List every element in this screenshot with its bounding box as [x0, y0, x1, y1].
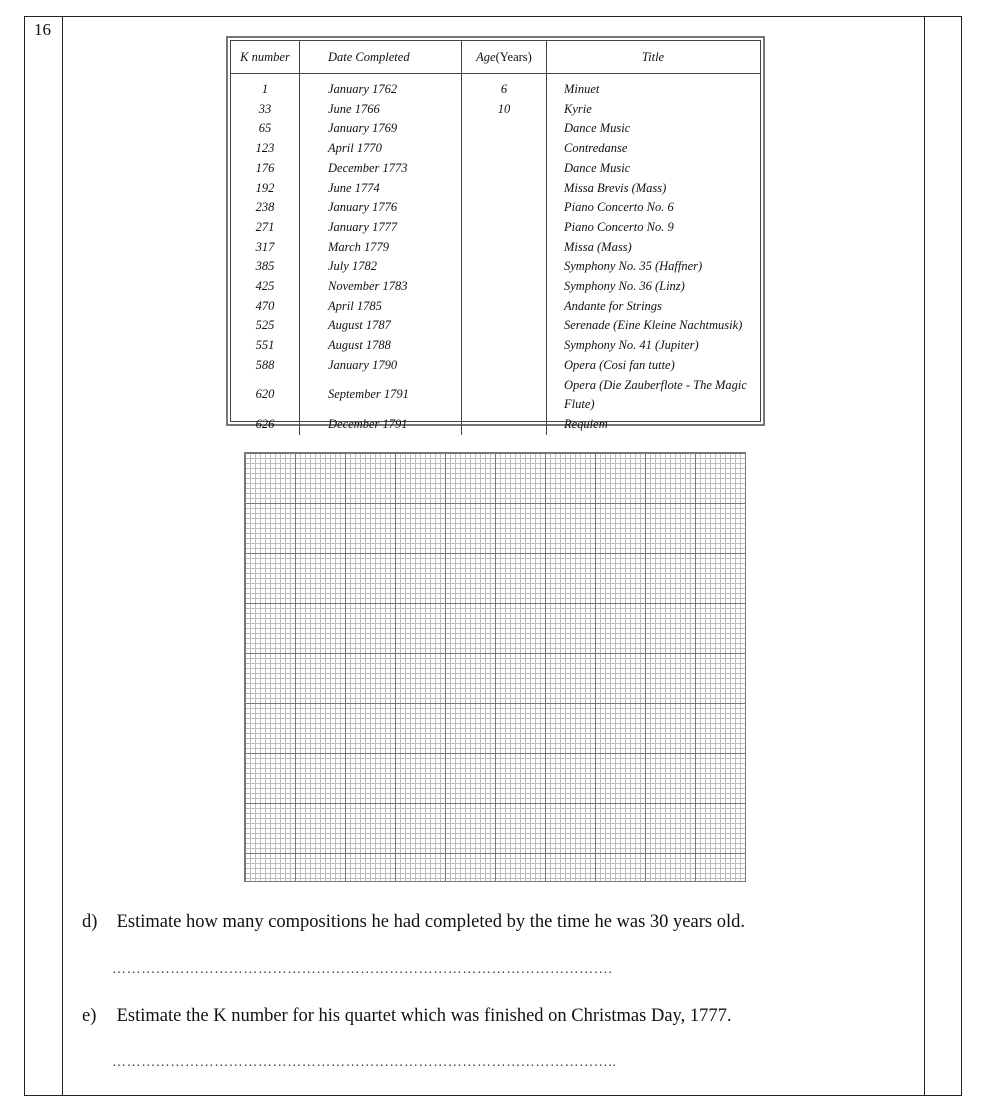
table-row	[231, 238, 760, 258]
cell-date: August 1787	[300, 316, 462, 336]
cell-date: January 1776	[300, 198, 462, 218]
table-row	[231, 179, 760, 199]
cell-title: Piano Concerto No. 9	[564, 219, 674, 234]
cell-title: Andante for Strings	[564, 298, 662, 313]
k-number-table	[226, 36, 765, 431]
question-number: 16	[34, 20, 51, 39]
cell-title: Kyrie	[564, 101, 592, 116]
header-age-label: Age	[476, 49, 496, 64]
table-row	[231, 198, 760, 218]
cell-title: Symphony No. 35 (Haffner)	[564, 259, 703, 274]
margin-divider-right	[924, 16, 925, 1096]
cell-k-number: 626	[231, 415, 300, 435]
table-row	[231, 356, 760, 376]
cell-date: August 1788	[300, 336, 462, 356]
cell-title: Symphony No. 36 (Linz)	[564, 279, 685, 294]
table-row	[231, 297, 760, 317]
cell-title: Opera (Die Zauberflote - The Magic Flute)	[564, 377, 747, 412]
cell-k-number: 271	[231, 218, 300, 238]
cell-age	[462, 119, 547, 139]
table-body	[231, 74, 760, 435]
table-row	[231, 336, 760, 356]
question-d-text: Estimate how many compositions he had completed by the time he was 30 years old.	[116, 912, 745, 932]
cell-age: 6	[462, 74, 547, 100]
cell-age	[462, 159, 547, 179]
cell-date: June 1774	[300, 179, 462, 199]
cell-date: April 1770	[300, 139, 462, 159]
cell-date: January 1762	[300, 74, 462, 100]
table-row	[231, 119, 760, 139]
table-row	[231, 257, 760, 277]
cell-k-number: 470	[231, 297, 300, 317]
answer-line-e[interactable]: …………………………………………………………………………………………..	[112, 1055, 617, 1070]
graph-paper-grid[interactable]	[244, 452, 746, 882]
table-row	[231, 218, 760, 238]
header-age	[462, 41, 547, 74]
header-date-completed: Date Completed	[300, 41, 462, 74]
cell-title: Contredanse	[564, 141, 628, 156]
cell-age	[462, 336, 547, 356]
cell-age: 10	[462, 100, 547, 120]
cell-age	[462, 297, 547, 317]
question-d-label: d)	[82, 912, 98, 932]
cell-date: December 1791	[300, 415, 462, 435]
cell-date: January 1790	[300, 356, 462, 376]
table-row	[231, 100, 760, 120]
cell-k-number: 192	[231, 179, 300, 199]
cell-k-number: 620	[231, 376, 300, 415]
cell-age	[462, 316, 547, 336]
cell-age	[462, 218, 547, 238]
cell-date: March 1779	[300, 238, 462, 258]
cell-k-number: 33	[231, 100, 300, 120]
cell-title: Requiem	[564, 416, 608, 431]
cell-age	[462, 376, 547, 415]
table-row	[231, 74, 760, 100]
cell-k-number: 588	[231, 356, 300, 376]
header-title: Title	[547, 41, 761, 74]
margin-divider-left	[62, 16, 63, 1096]
answer-line-d[interactable]: ………………………………………………………………………………………….	[112, 962, 613, 977]
cell-title: Minuet	[564, 82, 600, 96]
table-row	[231, 277, 760, 297]
question-e-label: e)	[82, 1006, 97, 1026]
cell-k-number: 65	[231, 119, 300, 139]
cell-title: Serenade (Eine Kleine Nachtmusik)	[564, 318, 743, 333]
cell-age	[462, 356, 547, 376]
cell-title: Missa Brevis (Mass)	[564, 180, 667, 195]
cell-k-number: 238	[231, 198, 300, 218]
cell-age	[462, 257, 547, 277]
cell-age	[462, 238, 547, 258]
cell-age	[462, 179, 547, 199]
table-row	[231, 376, 760, 415]
cell-k-number: 525	[231, 316, 300, 336]
cell-title: Opera (Cosi fan tutte)	[564, 357, 675, 372]
cell-date: January 1777	[300, 218, 462, 238]
cell-age	[462, 198, 547, 218]
question-e	[82, 1006, 731, 1027]
table-row	[231, 316, 760, 336]
cell-date: January 1769	[300, 119, 462, 139]
table-row	[231, 415, 760, 435]
cell-title: Missa (Mass)	[564, 239, 632, 254]
cell-k-number: 123	[231, 139, 300, 159]
cell-title: Piano Concerto No. 6	[564, 200, 674, 215]
cell-date: June 1766	[300, 100, 462, 120]
cell-k-number: 176	[231, 159, 300, 179]
cell-age	[462, 277, 547, 297]
cell-k-number: 1	[231, 74, 300, 100]
cell-k-number: 425	[231, 277, 300, 297]
table-row	[231, 139, 760, 159]
question-e-text: Estimate the K number for his quartet which was finished on Christmas Day, 1777.	[116, 1006, 732, 1026]
question-d	[82, 912, 745, 933]
cell-date: September 1791	[300, 376, 462, 415]
table-row	[231, 159, 760, 179]
cell-date: July 1782	[300, 257, 462, 277]
cell-k-number: 551	[231, 336, 300, 356]
k-number-data-table	[231, 41, 760, 435]
cell-date: November 1783	[300, 277, 462, 297]
cell-k-number: 317	[231, 238, 300, 258]
cell-date: April 1785	[300, 297, 462, 317]
cell-title: Symphony No. 41 (Jupiter)	[564, 338, 699, 353]
header-age-unit: (Years)	[495, 49, 532, 64]
cell-age	[462, 415, 547, 435]
cell-title: Dance Music	[564, 160, 631, 175]
cell-title: Dance Music	[564, 121, 631, 136]
cell-age	[462, 139, 547, 159]
cell-date: December 1773	[300, 159, 462, 179]
header-k-number: K number	[231, 41, 300, 74]
cell-k-number: 385	[231, 257, 300, 277]
